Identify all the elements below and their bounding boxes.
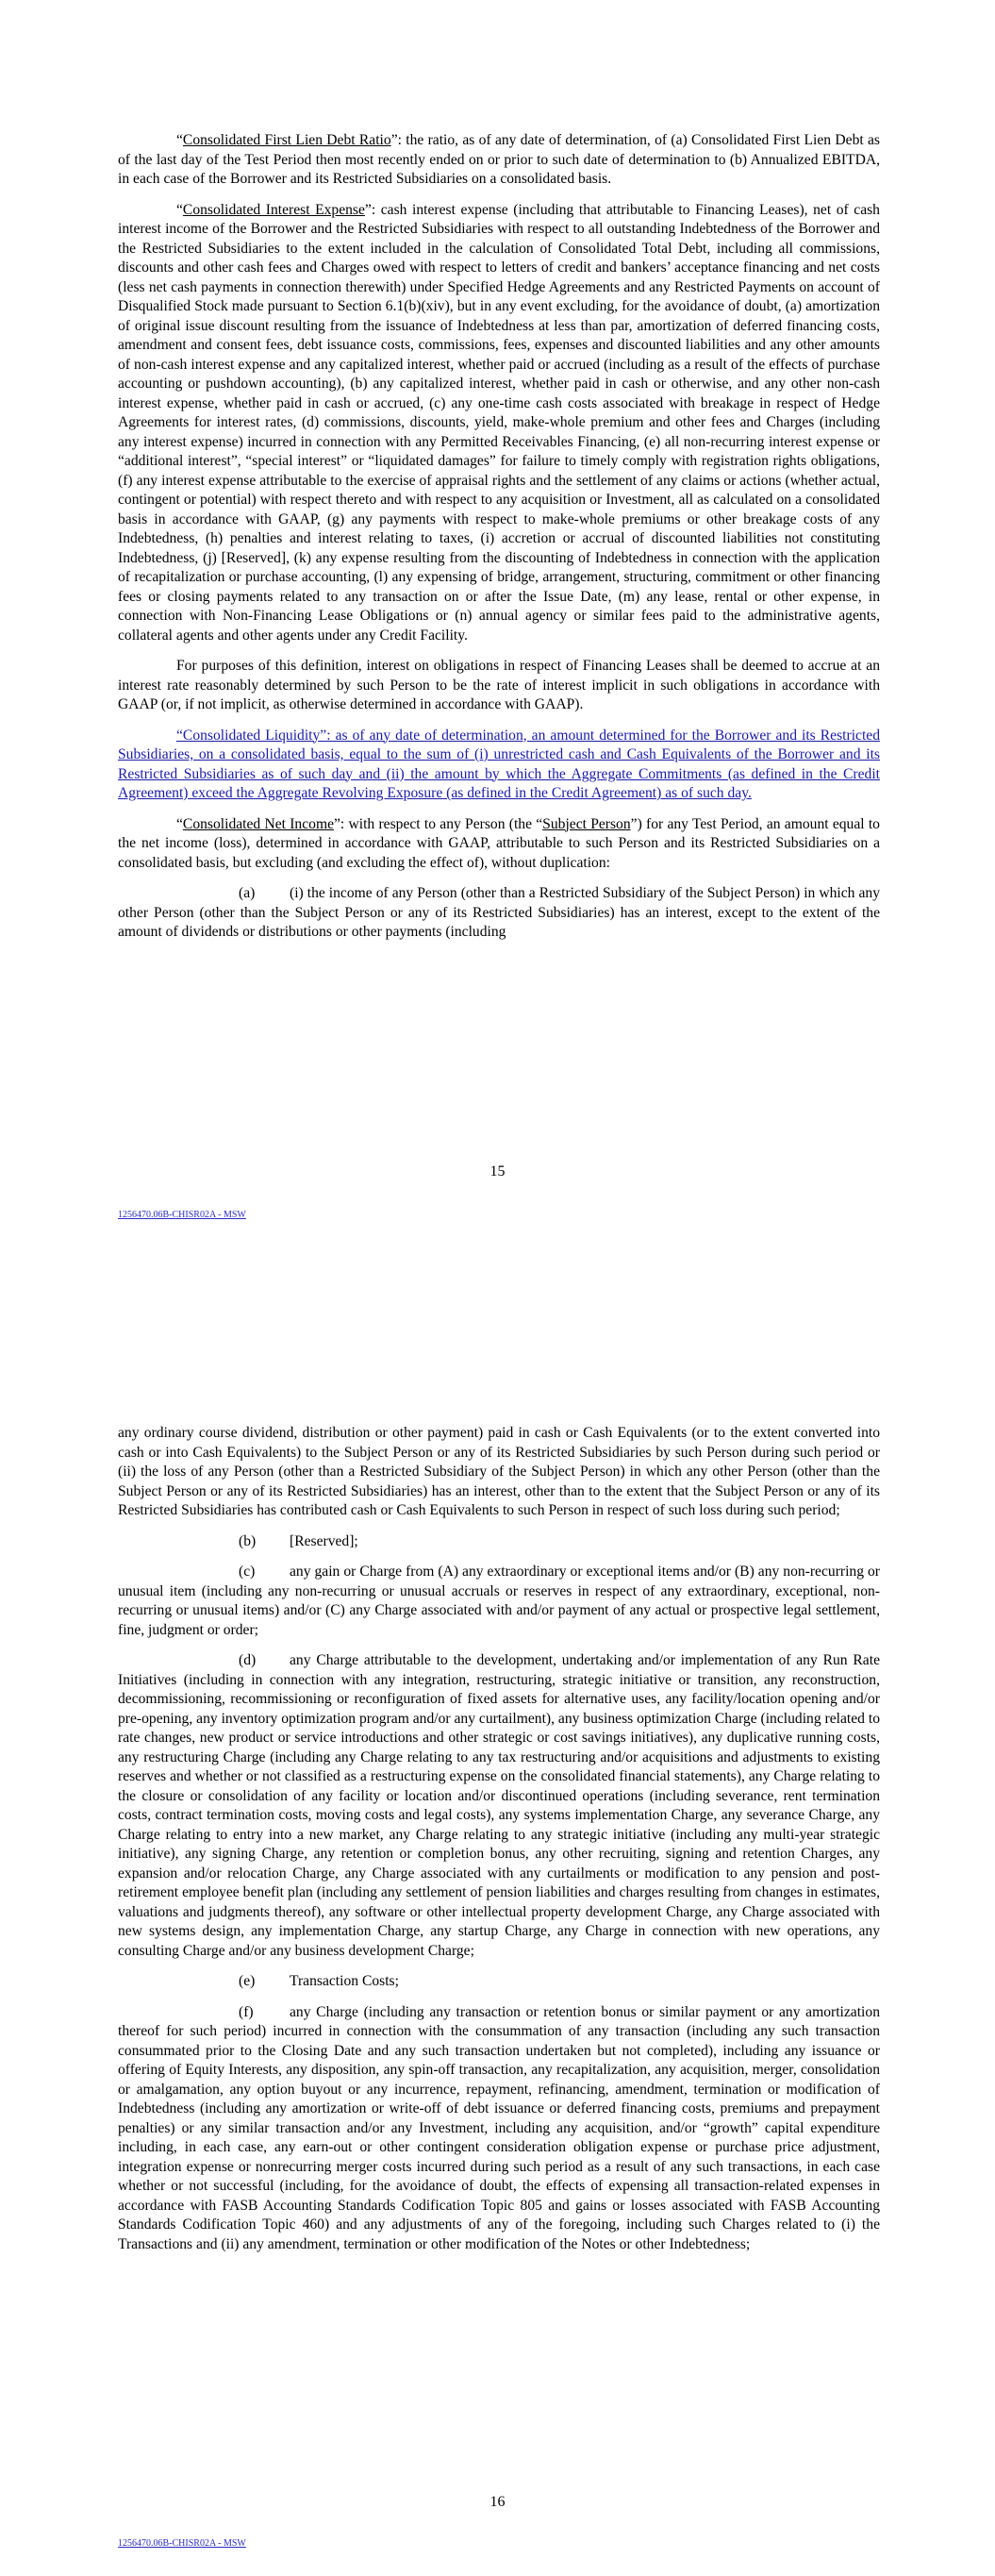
clause-number: (f)	[239, 2003, 254, 2020]
page-number: 15	[489, 1163, 506, 1179]
clause-text: any Charge attributable to the development, undertaking and/or implementation of any Run Rate Initiatives (including in connection with any integration, restructuring, strategic initiative or transition, any reconstruction, decommissioning, recommissioning or reconfiguration of fixed assets for alternative uses, any facility/location opening and/or pre-opening, any inventory optimization program and/or any curtailment), any business optimization Charge (including related to rate changes, new product or service introductions and other strategic or cost savings initiatives), any duplicative running costs, any restructuring Charge (including any Charge relating to any tax restructuring and/or acquisitions and adjustments to existing reserves and whether or not classified as a restructuring expense on the consolidated financial statements), any Charge relating to the closure or consolidation of any facility or location and/or discontinued operations (including severance, rent termination costs, contract termination costs, moving costs and legal costs), any systems implementation Charge, any severance Charge, any Charge relating to entry into a new market, any Charge relating to any strategic initiative (including any multi-year strategic initiative), any signing Charge, any retention or completion bonus, any other recruiting, signing and retention Charges, any expansion and/or relocation Charge, any Charge associated with any curtailments or modification to any pension and post-retirement employee benefit plan (including any settlement of pension liabilities and charges resulting from changes in estimates, valuations and judgments thereof), any software or other intellectual property development Charge, any Charge associated with new systems design, any implementation Charge, any startup Charge, any Charge in connection with new operations, any consulting Charge and/or any business development Charge;	[118, 1652, 880, 1959]
clause-text: any gain or Charge from (A) any extraordinary or exceptional items and/or (B) any non-recurring or unusual item (including any non-recurring or unusual accruals or reserves in respect of any extraordinary, exceptional, non-recurring or unusual items) and/or (C) any Charge associated with and/or payment of any actual or prospective legal settlement, fine, judgment or order;	[118, 1564, 880, 1638]
defined-term-subject-person: Subject Person	[542, 815, 631, 832]
clause-number: (d)	[239, 1652, 257, 1668]
clause-b	[118, 1532, 880, 1552]
open-quote: “	[176, 132, 183, 148]
definition-text: ”: with respect to any Person (the “	[334, 815, 543, 832]
document-page-16	[0, 1368, 995, 2576]
open-quote: “	[176, 815, 183, 832]
definition-consolidated-interest-expense	[118, 201, 880, 646]
clause-number: (c)	[239, 1564, 256, 1580]
clause-a	[118, 884, 880, 943]
clause-text: (i) the income of any Person (other than a Restricted Subsidiary of the Subject Person) in which any other Person (other than the Subject Person or any of its Restricted Subsidiaries) has an interest, except to the extent of the amount of dividends or distributions or other payments (including	[118, 885, 880, 940]
definition-text: ”: cash interest expense (including that attributable to Financing Leases), net of cash interest income of the Borrower and the Restricted Subsidiaries with respect to all outstanding Indebtedness of the Borrower and the Restricted Subsidiaries to the extent included in the calculation of Consolidated Total Debt, including all commissions, discounts and other cash fees and Charges owed with respect to letters of credit and bankers’ acceptance financing and net costs (less net cash payments in connection therewith) under Specified Hedge Agreements and any Restricted Payments on account of Disqualified Stock made pursuant to Section 6.1(b)(xiv), but in any event excluding, for the avoidance of doubt, (a) amortization of original issue discount resulting from the issuance of Indebtedness at less than par, amortization of deferred financing costs, amendment and consent fees, debt issuance costs, commissions, fees, expenses and discounted liabilities and any other amounts of non-cash interest expense and any capitalized interest, whether paid or accrued (including as a result of the effects of purchase accounting or pushdown accounting), (b) any capitalized interest, whether paid in cash or otherwise, and any other non-cash interest expense, whether paid in cash or accrued, (c) any one-time cash costs associated with breakage in respect of Hedge Agreements for interest rates, (d) commissions, discounts, yield, make-whole premium and other fees and Charges (including any interest expense) incurred in connection with any Permitted Receivables Financing, (e) all non-recurring interest expense or “additional interest”, “special interest” or “liquidated damages” for failure to timely comply with registration rights obligations, (f) any interest expense attributable to the exercise of appraisal rights and the settlement of any claims or actions (whether actual, contingent or potential) with respect thereto and with respect to any acquisition or Investment, all as calculated on a consolidated basis in accordance with GAAP, (g) any payments with respect to make-whole premiums or other breakage costs of any Indebtedness, (h) penalties and interest relating to taxes, (i) accretion or accrual of discounted liabilities not constituting Indebtedness, (j) [Reserved], (k) any expense resulting from the discounting of Indebtedness in connection with the application of recapitalization or purchase accounting, (l) any expensing of bridge, arrangement, structuring, commitment or other financing fees or closing payments related to any transaction on or after the Issue Date, (m) any lease, rental or other expense, in connection with Non-Financing Lease Obligations or (n) annual agency or similar fees paid to the administrative agents, collateral agents and other agents under any Credit Facility.	[118, 201, 880, 644]
document-footer-id[interactable]: 1256470.06B-CHISR02A - MSW	[118, 1210, 246, 1220]
financing-leases-paragraph: For purposes of this definition, interest on obligations in respect of Financing Leases shall be deemed to accrue at an interest rate reasonably determined by such Person to be the rate of interest implicit in such obligations in accordance with GAAP (or, if not implicit, as otherwise determined in accordance with GAAP).	[118, 658, 880, 712]
clause-text: [Reserved];	[290, 1532, 358, 1549]
clause-text: any Charge (including any transaction or retention bonus or similar payment or any amortization thereof for such period) incurred in connection with the consummation of any transaction (including any such transaction consummated prior to the Closing Date and any such transaction undertaken but not completed), including any issuance or offering of Equity Interests, any disposition, any spin-off transaction, any recapitalization, any acquisition, merger, consolidation or amalgamation, any option buyout or any incurrence, repayment, refinancing, amendment, termination or modification of Indebtedness (including any amortization or write-off of debt issuance or deferred financing costs, premiums and prepayment penalties) or any similar transaction and/or any Investment, including any acquisition, and/or “growth” capital expenditure including, in each case, any earn-out or other contingent consideration obligation expense or purchase price adjustment, integration expense or nonrecurring merger costs incurred during such period as a result of any such transactions, in each case whether or not successful (including, for the avoidance of doubt, the effects of expensing all transaction-related expenses in accordance with FASB Accounting Standards Codification Topic 805 and gains or losses associated with FASB Accounting Standards Codification Topic 460) and any adjustments of any of the foregoing, including such Charges related to (i) the Transactions and (ii) any amendment, termination or other modification of the Notes or other Indebtedness;	[118, 2003, 880, 2252]
definition-consolidated-liquidity-inserted: “Consolidated Liquidity”: as of any date of determination, an amount determined for the Borrower and its Restricted Subsidiaries, on a consolidated basis, equal to the sum of (i) unrestricted cash and Cash Equivalents of the Borrower and its Restricted Subsidiaries as of such day and (ii) the amount by which the Aggregate Commitments (as defined in the Credit Agreement) exceed the Aggregate Revolving Exposure (as defined in the Credit Agreement) as of such day.	[118, 727, 880, 801]
clause-a-continued: any ordinary course dividend, distribution or other payment) paid in cash or Cash Equivalents (or to the extent converted into cash or into Cash Equivalents) to the Subject Person or any of its Restricted Subsidiaries by such Person during such period or (ii) the loss of any Person (other than a Restricted Subsidiary of the Subject Person) in which any other Person (other than the Subject Person or any of its Restricted Subsidiaries) has an interest, other than to the extent that the Subject Person or any of its Restricted Subsidiaries has contributed cash or Cash Equivalents to such Person in respect of such loss during such period;	[118, 1425, 880, 1518]
clause-number: (a)	[239, 885, 256, 901]
clause-number: (e)	[239, 1973, 256, 1989]
open-quote: “	[176, 201, 183, 218]
definition-text: ”) for any Test Period, an amount equal to the net income (loss), determined in accordance with GAAP, attributable to such Person and its Restricted Subsidiaries on a consolidated basis, but excluding (and excluding the effect of), without duplication:	[118, 815, 880, 871]
clause-number: (b)	[239, 1532, 257, 1549]
definition-consolidated-net-income	[118, 815, 880, 874]
definition-text: ”: the ratio, as of any date of determination, of (a) Consolidated First Lien Debt as of the last day of the Test Period then most recently ended on or prior to such date of determination to (b) Annualized EBITDA, in each case of the Borrower and its Restricted Subsidiaries on a consolidated basis.	[118, 132, 880, 187]
document-footer-id[interactable]: 1256470.06B-CHISR02A - MSW	[118, 2538, 246, 2549]
defined-term: Consolidated First Lien Debt Ratio	[182, 132, 391, 148]
document-page-15	[0, 0, 995, 1255]
clause-f	[118, 2003, 880, 2255]
page-15-body	[118, 131, 880, 954]
defined-term: Consolidated Interest Expense	[182, 201, 365, 218]
clause-e	[118, 1972, 880, 1992]
page-number: 16	[489, 2494, 506, 2510]
defined-term: Consolidated Net Income	[182, 815, 334, 832]
clause-c	[118, 1563, 880, 1640]
clause-text: Transaction Costs;	[290, 1973, 399, 1989]
page-16-body	[118, 1424, 880, 2266]
definition-consolidated-first-lien-debt-ratio	[118, 131, 880, 190]
clause-d	[118, 1651, 880, 1961]
